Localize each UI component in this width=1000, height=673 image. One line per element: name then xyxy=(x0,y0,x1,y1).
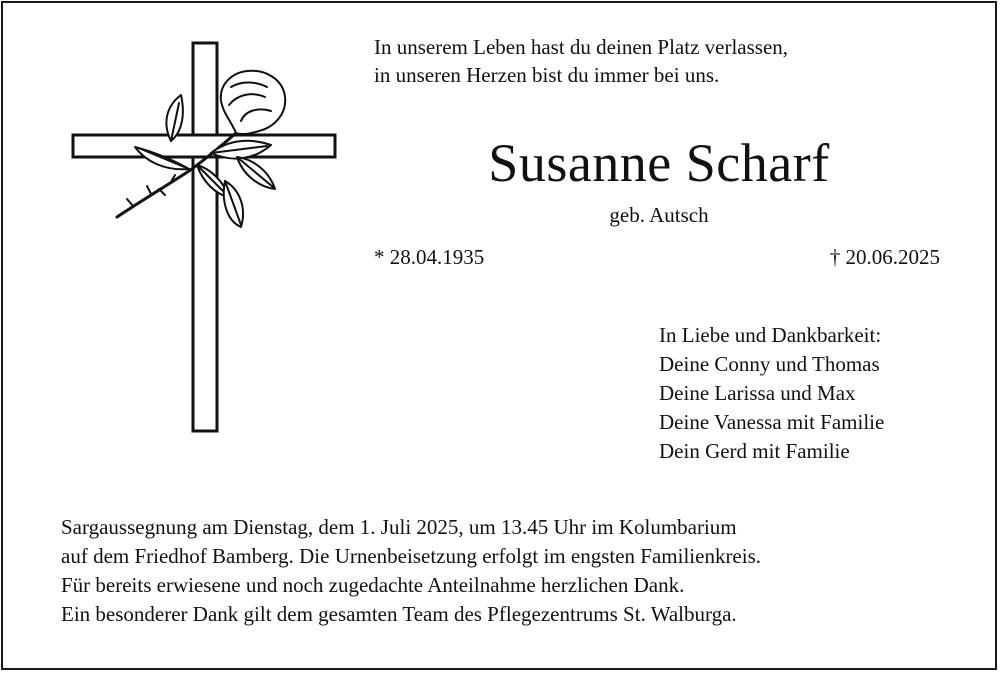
mourners-list xyxy=(659,321,884,466)
info-line: auf dem Friedhof Bamberg. Die Urnenbeisetzung erfolgt im engsten Familienkreis. xyxy=(61,544,762,568)
maiden-name: geb. Autsch xyxy=(609,203,709,227)
cross-icon xyxy=(73,43,335,431)
birth-date: * 28.04.1935 xyxy=(374,245,485,269)
deceased-name: Susanne Scharf xyxy=(488,133,830,193)
mourner-entry: Dein Gerd mit Familie xyxy=(659,439,850,463)
info-line: Sargaussegnung am Dienstag, dem 1. Juli 2025, um 13.45 Uhr im Kolumbarium xyxy=(61,515,737,539)
mourner-entry: Deine Larissa und Max xyxy=(659,381,856,405)
mourners-heading: In Liebe und Dankbarkeit: xyxy=(659,323,882,347)
info-line: Für bereits erwiesene und noch zugedachte Anteilnahme herzlichen Dank. xyxy=(61,573,685,597)
mourner-entry: Deine Conny und Thomas xyxy=(659,352,880,376)
memorial-verse xyxy=(374,33,788,89)
verse-line: In unserem Leben hast du deinen Platz verlassen, xyxy=(374,35,789,59)
death-date: † 20.06.2025 xyxy=(829,245,940,269)
mourner-entry: Deine Vanessa mit Familie xyxy=(659,410,885,434)
verse-line: in unseren Herzen bist du immer bei uns. xyxy=(374,63,720,87)
funeral-info xyxy=(61,513,761,629)
cross-with-rose-icon xyxy=(71,41,339,433)
obituary-notice xyxy=(1,1,997,670)
info-line: Ein besonderer Dank gilt dem gesamten Team des Pflegezentrums St. Walburga. xyxy=(61,602,737,626)
